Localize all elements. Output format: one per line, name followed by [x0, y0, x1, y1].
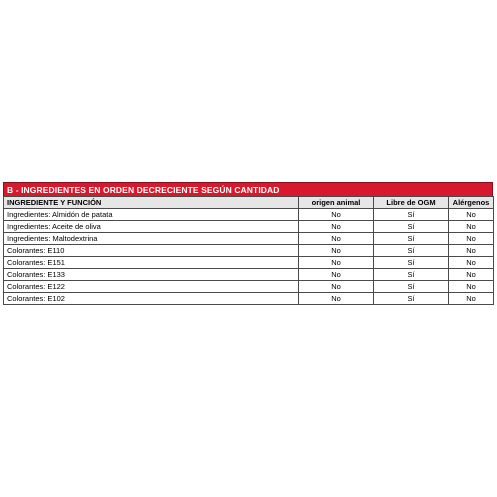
- cell-gmo-free: Sí: [374, 209, 449, 221]
- cell-ingredient: Ingredientes: Maltodextrina: [4, 233, 299, 245]
- ingredients-table-section: [3, 182, 493, 305]
- table-row: [4, 281, 494, 293]
- table-row: [4, 233, 494, 245]
- cell-animal-origin: No: [299, 257, 374, 269]
- cell-gmo-free: Sí: [374, 257, 449, 269]
- table-row: [4, 209, 494, 221]
- cell-allergens: No: [449, 209, 494, 221]
- cell-gmo-free: Sí: [374, 245, 449, 257]
- header-animal-origin: origen animal: [299, 197, 374, 209]
- table-row: [4, 269, 494, 281]
- cell-ingredient: Colorantes: E133: [4, 269, 299, 281]
- cell-ingredient: Colorantes: E122: [4, 281, 299, 293]
- cell-allergens: No: [449, 257, 494, 269]
- cell-gmo-free: Sí: [374, 281, 449, 293]
- table-row: [4, 293, 494, 305]
- cell-allergens: No: [449, 221, 494, 233]
- cell-gmo-free: Sí: [374, 233, 449, 245]
- cell-gmo-free: Sí: [374, 293, 449, 305]
- cell-ingredient: Colorantes: E151: [4, 257, 299, 269]
- table-row: [4, 221, 494, 233]
- cell-allergens: No: [449, 269, 494, 281]
- section-title: B - INGREDIENTES EN ORDEN DECRECIENTE SEGÚN CANTIDAD: [3, 182, 493, 196]
- cell-animal-origin: No: [299, 233, 374, 245]
- cell-animal-origin: No: [299, 269, 374, 281]
- cell-animal-origin: No: [299, 245, 374, 257]
- cell-allergens: No: [449, 281, 494, 293]
- cell-allergens: No: [449, 245, 494, 257]
- cell-allergens: No: [449, 293, 494, 305]
- table-row: [4, 257, 494, 269]
- cell-animal-origin: No: [299, 281, 374, 293]
- cell-gmo-free: Sí: [374, 221, 449, 233]
- header-allergens: Alérgenos: [449, 197, 494, 209]
- cell-gmo-free: Sí: [374, 269, 449, 281]
- cell-ingredient: Colorantes: E102: [4, 293, 299, 305]
- header-ingredient: INGREDIENTE Y FUNCIÓN: [4, 197, 299, 209]
- ingredients-table: [3, 196, 494, 305]
- cell-ingredient: Ingredientes: Aceite de oliva: [4, 221, 299, 233]
- table-header-row: [4, 197, 494, 209]
- header-gmo-free: Libre de OGM: [374, 197, 449, 209]
- cell-animal-origin: No: [299, 221, 374, 233]
- cell-animal-origin: No: [299, 293, 374, 305]
- cell-ingredient: Colorantes: E110: [4, 245, 299, 257]
- cell-animal-origin: No: [299, 209, 374, 221]
- cell-ingredient: Ingredientes: Almidón de patata: [4, 209, 299, 221]
- cell-allergens: No: [449, 233, 494, 245]
- table-row: [4, 245, 494, 257]
